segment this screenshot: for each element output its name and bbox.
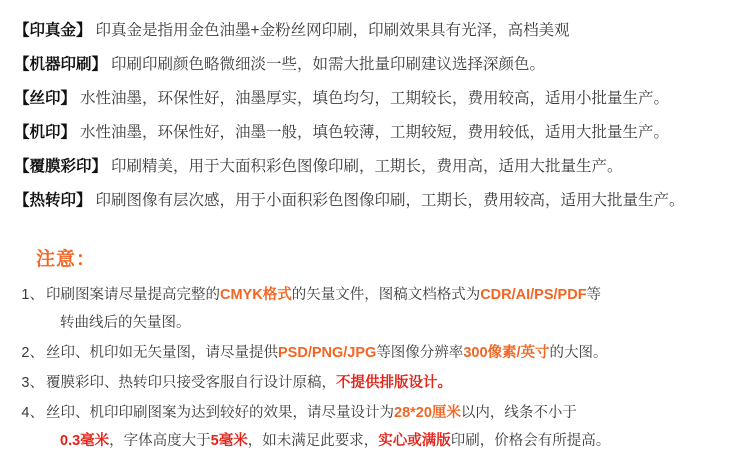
list-item [14,116,740,150]
print-method-term: 【机器印刷】 [14,56,108,73]
notice-text-part: 的矢量文件，图稿文档格式为 [291,287,481,303]
notice-highlight: 5毫米 [210,433,248,449]
list-item [14,48,740,82]
notice-text-part: 以内，线条不小于 [460,405,577,421]
notice-text-part: 印刷图案请尽量提高完整的 [46,287,220,303]
notice-list [14,281,740,455]
notice-number: 1、 [21,287,44,303]
notice-text-part: ，如未满足此要求， [247,433,379,449]
list-item [14,339,740,367]
notice-highlight: 28*20厘米 [394,405,461,421]
print-method-term: 【覆膜彩印】 [14,158,108,175]
print-method-desc: 水性油墨，环保性好，油墨一般，填色较薄，工期较短，费用较低，适用大批量生产。 [80,124,670,141]
notice-number: 3、 [21,375,44,391]
notice-number: 2、 [21,345,44,361]
notice-text-part: 等 [586,287,602,303]
notice-highlight: CMYK格式 [220,287,292,303]
notice-text-part: 印刷，价格会有所提高。 [450,433,611,449]
print-method-desc: 印刷印刷颜色略微细淡一些，如需大批量印刷建议选择深颜色。 [111,56,546,73]
print-method-desc: 水性油墨，环保性好，油墨厚实，填色均匀，工期较长，费用较高，适用小批量生产。 [80,90,670,107]
list-item [14,82,740,116]
list-item [14,399,740,455]
print-method-desc: 印真金是指用金色油墨+金粉丝网印刷，印刷效果具有光泽，高档美观 [95,22,570,39]
notice-text-part: 丝印、机印如无矢量图，请尽量提供 [46,345,278,361]
print-method-desc: 印刷精美，用于大面积彩色图像印刷，工期长，费用高，适用大批量生产。 [111,158,623,175]
notice-highlight: 实心或满版 [378,433,451,449]
notice-text-part: 的大图。 [549,345,608,361]
notice-title: 注意： [36,249,97,270]
notice-text [46,369,740,397]
list-item [14,14,740,48]
notice-highlight: PSD/PNG/JPG [278,345,377,361]
print-method-list [14,14,740,218]
notice-text-part: 转曲线后的矢量图。 [60,315,191,331]
notice-number: 4、 [21,405,44,421]
notice-section [14,244,740,455]
print-method-term: 【机印】 [14,124,77,141]
list-item [14,369,740,397]
list-item [14,281,740,337]
notice-highlight: 0.3毫米 [60,433,110,449]
notice-text-part: ，字体高度大于 [109,433,211,449]
print-method-term: 【热转印】 [14,192,92,209]
notice-text-part: 丝印、机印印刷图案为达到较好的效果，请尽量设计为 [46,405,394,421]
notice-highlight: 300像素/英寸 [463,345,550,361]
list-item [14,184,740,218]
print-method-term: 【丝印】 [14,90,77,107]
notice-text [46,399,740,455]
notice-highlight: 不提供排版设计。 [336,375,452,391]
notice-text [46,281,740,337]
notice-text-part: 等图像分辨率 [376,345,464,361]
list-item [14,150,740,184]
notice-text [46,339,740,367]
print-method-term: 【印真金】 [14,22,92,39]
notice-highlight: CDR/AI/PS/PDF [480,287,587,303]
notice-text-part: 覆膜彩印、热转印只接受客服自行设计原稿， [46,375,336,391]
print-method-desc: 印刷图像有层次感，用于小面积彩色图像印刷，工期长，费用较高，适用大批量生产。 [95,192,685,209]
